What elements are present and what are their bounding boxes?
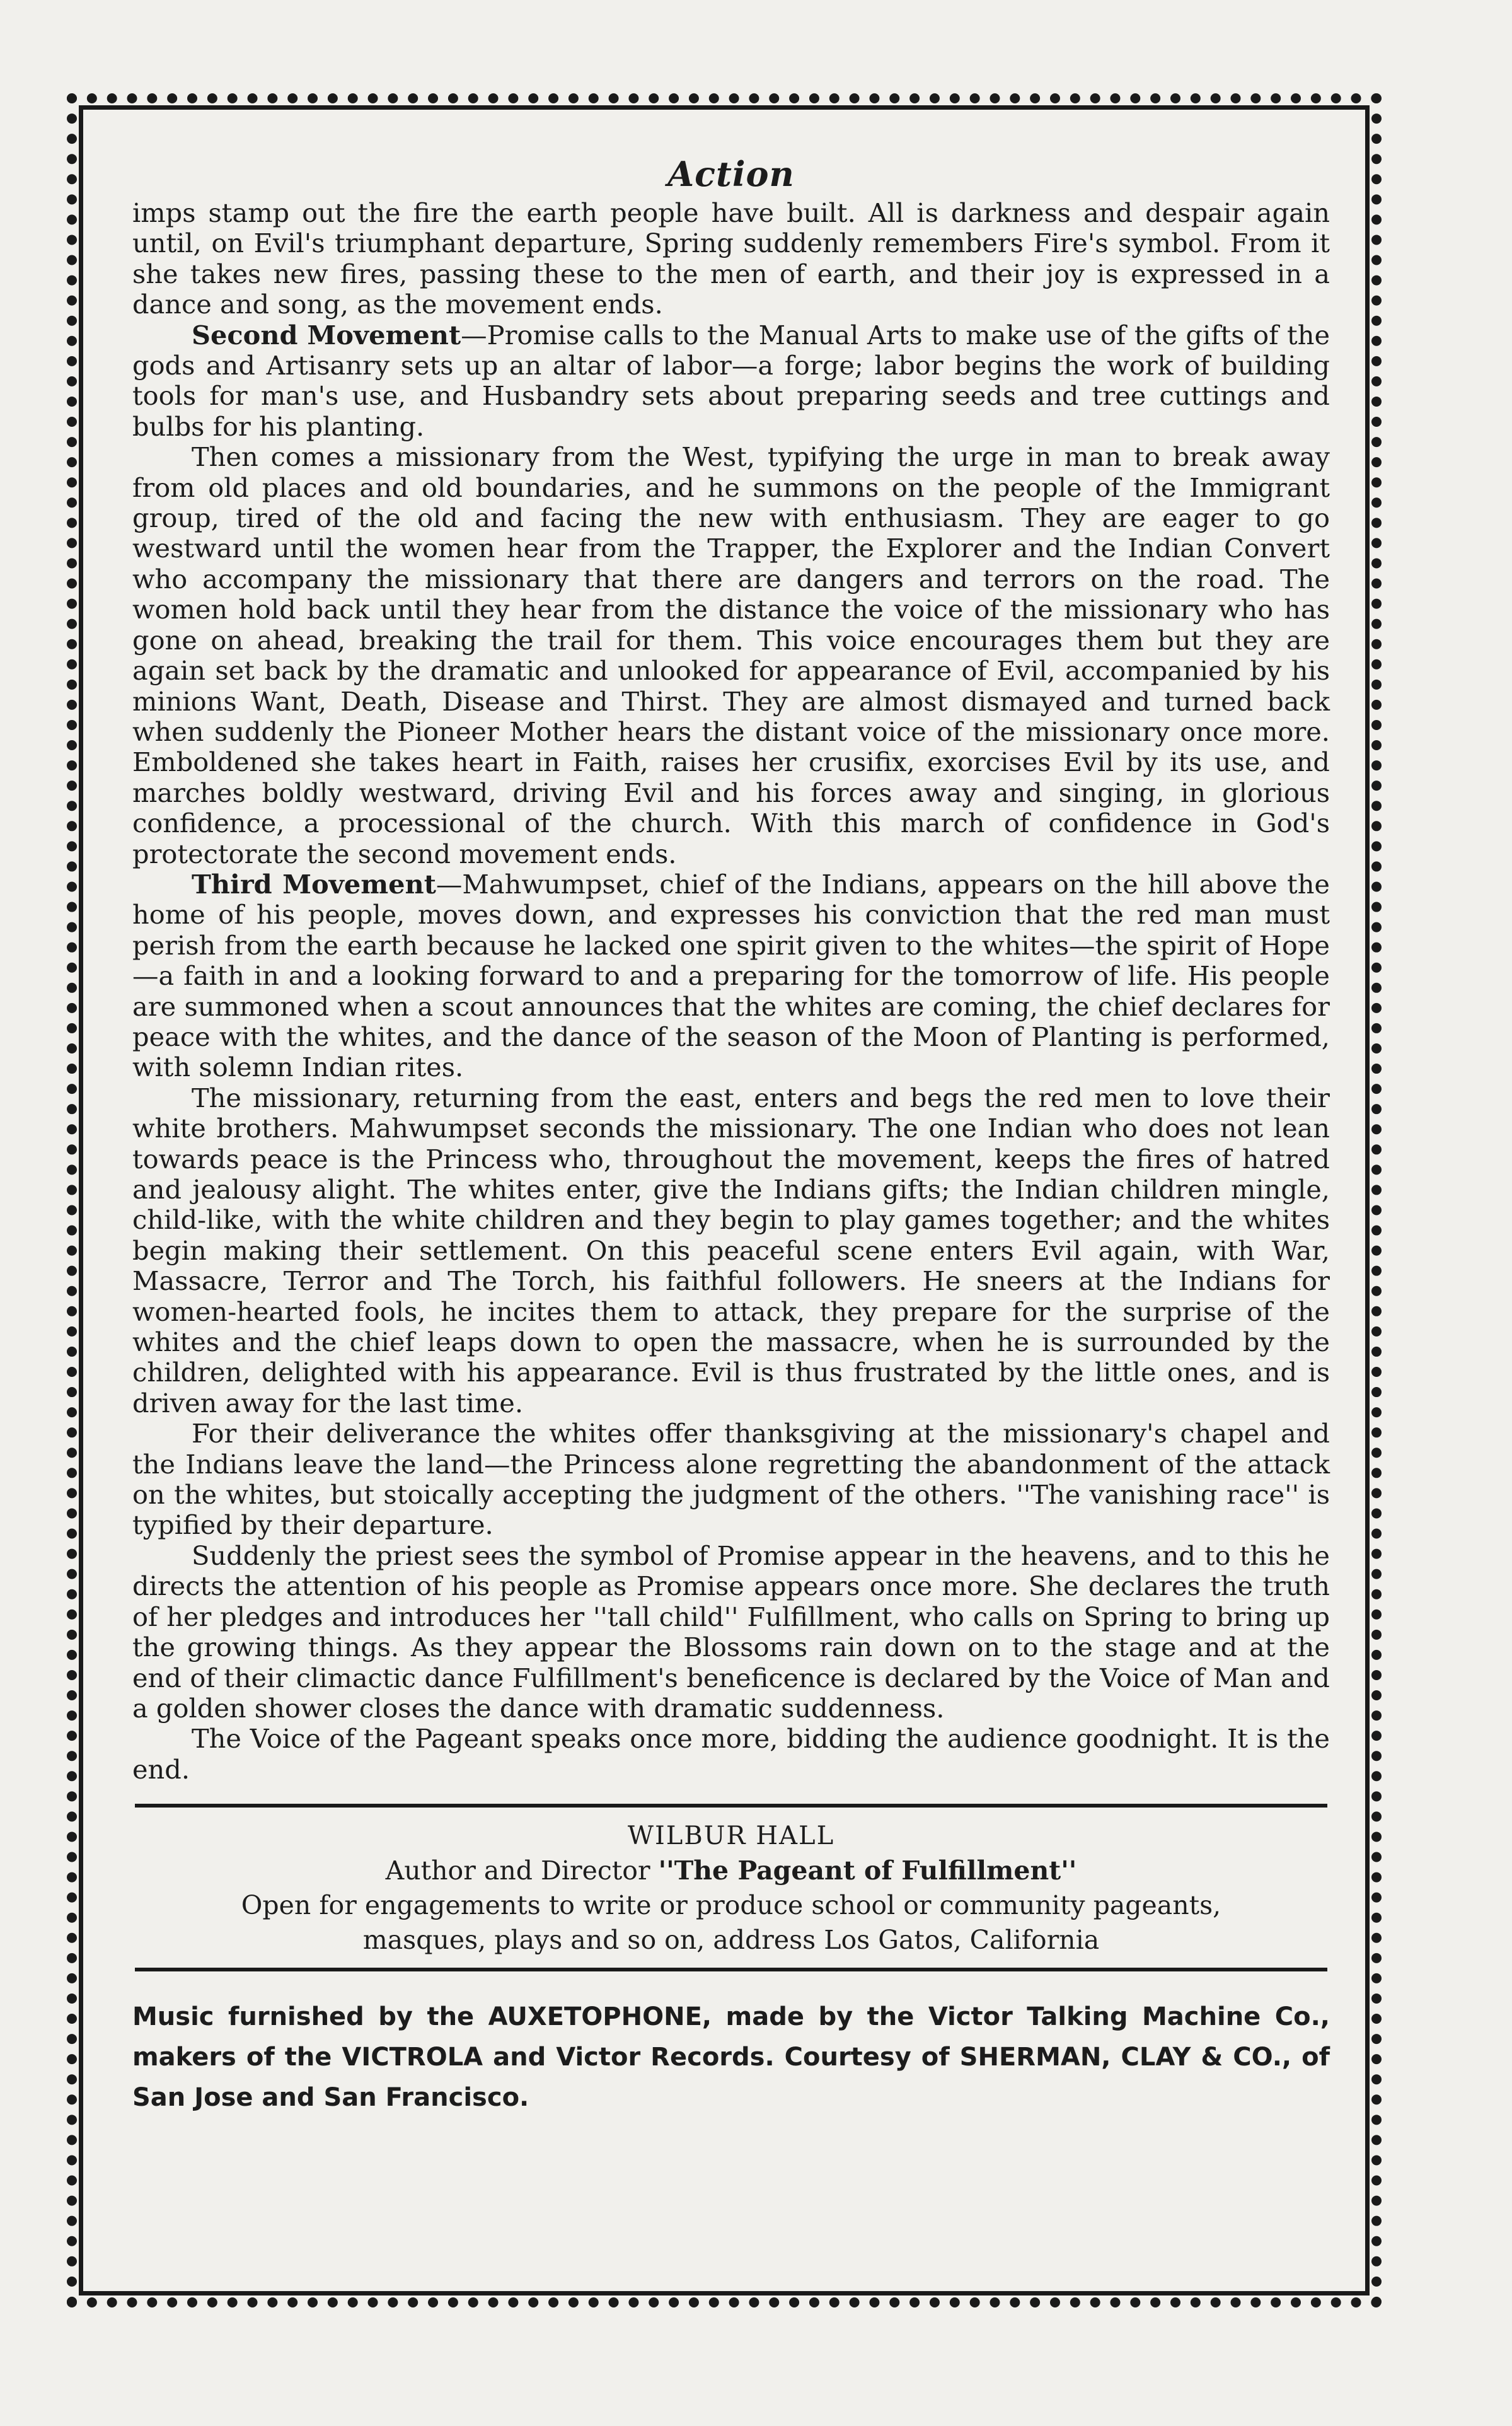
divider (135, 1804, 1327, 1808)
paragraph: For their deliverance the whites offer thanksgiving at the missionary's chapel and the Indians leave the land—the Princess alone regretting the abandonment of the attack on the whites, but stoically accepting the judgment of the others. ''The vanishing race'' is typified by their departure. (132, 1418, 1330, 1541)
paragraph: imps stamp out the fire the earth people have built. All is darkness and despair again until, on Evil's triumphant departure, Spring suddenly remembers Fire's symbol. From it she takes new fires, passing these to the men of earth, and their joy is expressed in a dance and song, as the movement ends. (132, 197, 1330, 320)
page-title: Action (667, 154, 795, 194)
paragraph-third-movement: Third Movement—Mahwumpset, chief of the Indians, appears on the hill above the home of his people, moves down, and expresses his conviction that the red man must perish from the earth because he lacked one spirit given to the whites—the spirit of Hope—a faith in and a looking forward to and a preparing for the tomorrow of life. His people are summoned when a scout announces that the whites are coming, the chief declares for peace with the whites, and the dance of the season of the Moon of Planting is performed, with solemn Indian rites. (132, 868, 1330, 1083)
body-text (132, 198, 1330, 1785)
paragraph: The missionary, returning from the east, enters and begs the red men to love their white brothers. Mahwumpset seconds the missionary. The one Indian who does not lean towards peace is the Princess who, throughout the movement, keeps the fires of hatred and jealousy alight. The whites enter, give the Indians gifts; the Indian children mingle, child-like, with the white children and they begin to play games together; and the whites begin making their settlement. On this peaceful scene enters Evil again, with War, Massacre, Terror and The Torch, his faithful followers. He sneers at the Indians for women-hearted fools, he incites them to attack, they prepare for the surprise of the whites and the chief leaps down to open the massacre, when he is surrounded by the children, delighted with his appearance. Evil is thus frustrated by the little ones, and is driven away for the last time. (132, 1082, 1330, 1419)
section-heading: Second Movement (192, 319, 461, 351)
paragraph-second-movement: Second Movement—Promise calls to the Manual Arts to make use of the gifts of the gods and Artisanry sets up an altar of labor—a forge; labor begins the work of building tools for man's use, and Husbandry sets about preparing seeds and tree cuttings and bulbs for his planting. (132, 319, 1330, 442)
section-heading: Third Movement (192, 868, 436, 900)
paragraph: Suddenly the priest sees the symbol of Promise appear in the heavens, and to this he directs the attention of his people as Promise appears once more. She declares the truth of her pledges and introduces her ''tall child'' Fulfillment, who calls on Spring to bring up the growing things. As they appear the Blossoms rain down on to the stage and at the end of their climactic dance Fulfillment's beneficence is declared by the Voice of Man and a golden shower closes the dance with dramatic suddenness. (132, 1540, 1330, 1724)
author-role: Author and Director ''The Pageant of Fulfillment'' (385, 1855, 1077, 1886)
page-content (132, 154, 1330, 2118)
paragraph: Then comes a missionary from the West, typifying the urge in man to break away from old places and old boundaries, and he summons on the people of the Immigrant group, tired of the old and facing the new with enthusiasm. They are eager to go westward until the women hear from the Trapper, the Explorer and the Indian Convert who accompany the missionary that there are dangers and terrors on the road. The women hold back until they hear from the distance the voice of the missionary who has gone on ahead, breaking the trail for them. This voice encourages them but they are again set back by the dramatic and unlooked for appearance of Evil, accompanied by his minions Want, Death, Disease and Thirst. They are almost dismayed and turned back when suddenly the Pioneer Mother hears the distant voice of the missionary once more. Emboldened she takes heart in Faith, raises her crusifix, exorcises Evil by its use, and marches boldly westward, driving Evil and his forces away and singing, in glorious confidence, a processional of the church. With this march of confidence in God's protectorate the second movement ends. (132, 441, 1330, 869)
engagement-line-2: masques, plays and so on, address Los Gatos, California (362, 1925, 1100, 1956)
author-credit (132, 1819, 1330, 1958)
engagement-line-1: Open for engagements to write or produce school or community pageants, (241, 1890, 1221, 1921)
music-note: Music furnished by the AUXETOPHONE, made by the Victor Talking Machine Co., makers of the VICTROLA and Victor Records. Courtesy of SHERMAN, CLAY & CO., of San Jose and San Francisco. (132, 2002, 1330, 2113)
divider (135, 1968, 1327, 1971)
author-name: WILBUR HALL (627, 1821, 835, 1851)
paragraph: The Voice of the Pageant speaks once more, bidding the audience goodnight. It is the end. (132, 1723, 1330, 1785)
